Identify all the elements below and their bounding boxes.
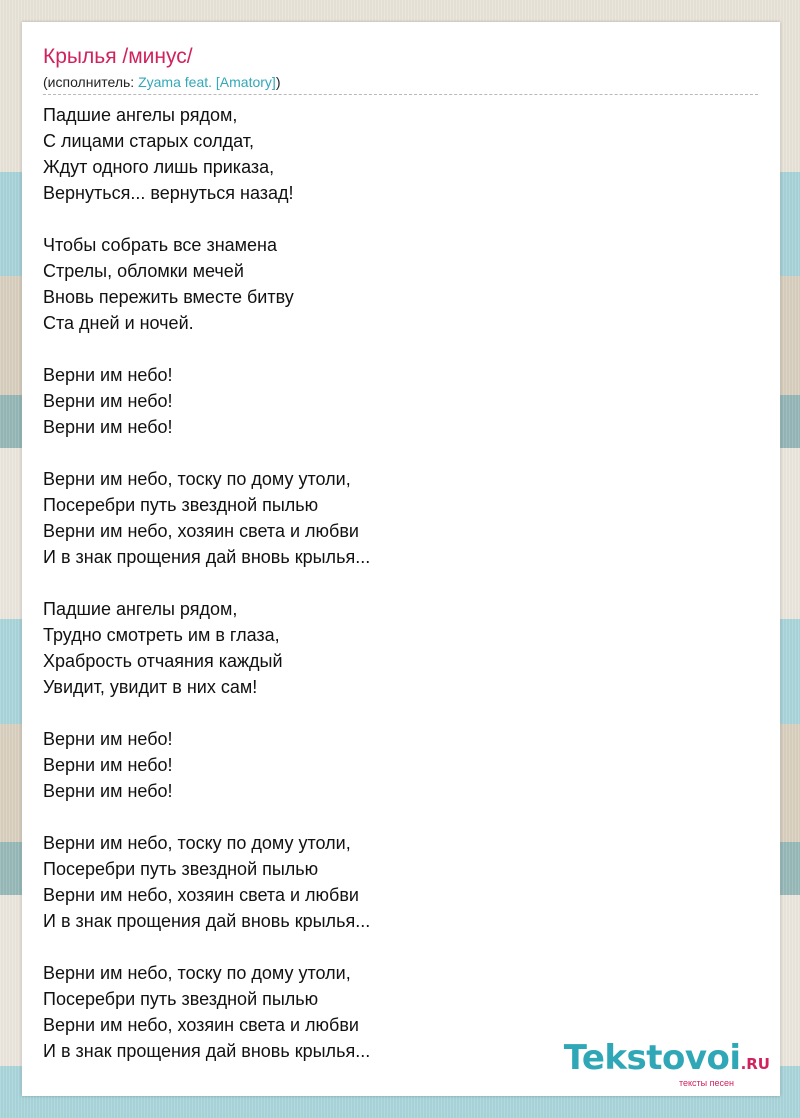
lyrics-line: Верни им небо, хозяин света и любви [43,1015,359,1035]
lyrics-line: Стрелы, обломки мечей [43,261,244,281]
lyrics-line: Верни им небо, тоску по дому утоли, [43,469,351,489]
lyrics-line: Падшие ангелы рядом, [43,105,238,125]
performer-prefix: (исполнитель: [43,74,139,90]
lyrics-line: Посеребри путь звездной пылью [43,859,319,879]
lyrics-line: Вернуться... вернуться назад! [43,183,294,203]
lyrics-line: Верни им небо! [43,729,173,749]
lyrics-line: Верни им небо, тоску по дому утоли, [43,963,351,983]
lyrics-stanza [43,102,743,206]
lyrics-line: Верни им небо, хозяин света и любви [43,885,359,905]
lyrics-line: Посеребри путь звездной пылью [43,495,319,515]
lyrics-line: Верни им небо! [43,755,173,775]
logo-name: Tekstovoi [563,1038,741,1078]
lyrics-line: Ста дней и ночей. [43,313,194,333]
lyrics-line: Трудно смотреть им в глаза, [43,625,280,645]
lyrics-line: С лицами старых солдат, [43,131,254,151]
song-title: Крылья /минус/ [43,45,193,68]
lyrics-line: Чтобы собрать все знамена [43,235,277,255]
lyrics-line: Увидит, увидит в них сам! [43,677,258,697]
lyrics-line: И в знак прощения дай вновь крылья... [43,911,371,931]
site-logo[interactable] [564,1040,770,1088]
title-divider [43,94,758,95]
performer-link[interactable]: Zyama feat. [Amatory] [138,74,276,90]
lyrics-line: Ждут одного лишь приказа, [43,157,275,177]
performer-line [43,73,280,91]
lyrics-line: Верни им небо, хозяин света и любви [43,521,359,541]
lyrics-line: Верни им небо! [43,365,173,385]
logo-tagline: тексты песен [678,1078,734,1088]
lyrics-stanza [43,362,743,440]
lyrics-line: Верни им небо! [43,391,173,411]
performer-suffix: ) [275,74,281,90]
lyrics-stanza [43,232,743,336]
lyrics-stanza [43,466,743,570]
lyrics-sheet [22,22,780,1096]
lyrics-line: И в знак прощения дай вновь крылья... [43,547,371,567]
logo-tld: .RU [740,1055,770,1073]
lyrics-line: Падшие ангелы рядом, [43,599,238,619]
lyrics-line: Храбрость отчаяния каждый [43,651,283,671]
lyrics-line: Верни им небо! [43,781,173,801]
lyrics-body [43,102,743,1090]
lyrics-stanza [43,596,743,700]
lyrics-stanza [43,830,743,934]
lyrics-line: Посеребри путь звездной пылью [43,989,319,1009]
lyrics-line: Верни им небо, тоску по дому утоли, [43,833,351,853]
lyrics-stanza [43,726,743,804]
lyrics-line: Верни им небо! [43,417,173,437]
lyrics-line: И в знак прощения дай вновь крылья... [43,1041,371,1061]
lyrics-line: Вновь пережить вместе битву [43,287,294,307]
